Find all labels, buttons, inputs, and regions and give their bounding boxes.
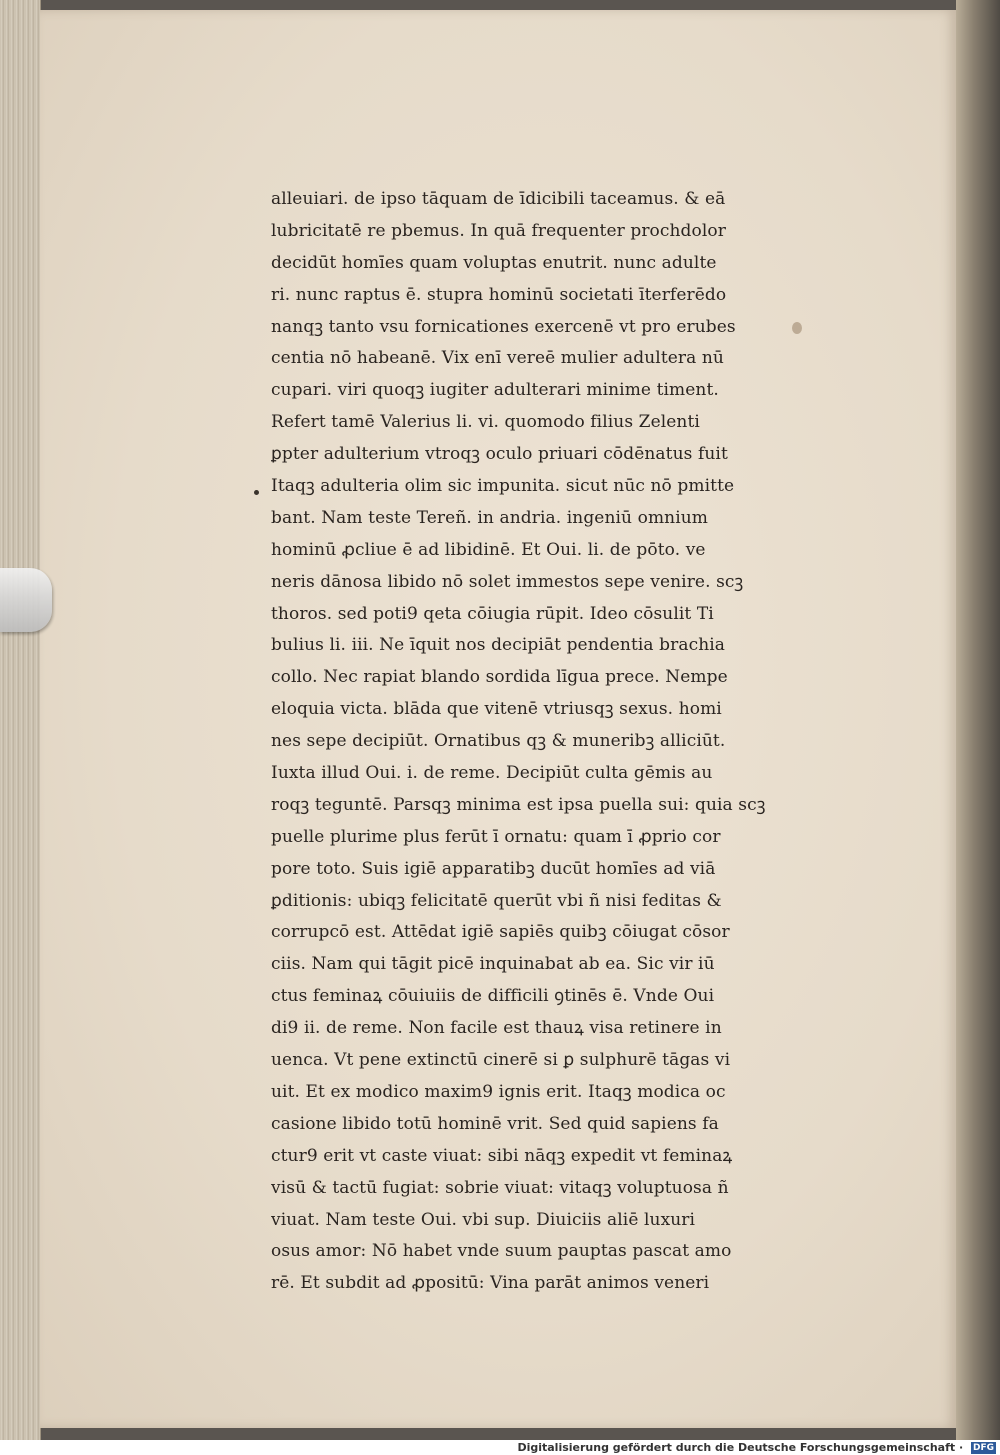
- text-line: Itaqꝫ adulteria olim sic impunita. sicut nūc nō pmitte: [271, 476, 735, 497]
- text-line: cupari. viri quoqꝫ iugiter adulterari minime timent.: [271, 380, 719, 401]
- credit-text: Digitalisierung gefördert durch die Deutsche Forschungsgemeinschaft: [517, 1441, 956, 1454]
- ink-dot: [254, 490, 259, 495]
- text-line: di9 ii. de reme. Non facile est thauꝝ visa retinere in: [271, 1018, 722, 1039]
- text-line: alleuiari. de ipso tāquam de īdicibili taceamus. & eā: [271, 189, 726, 209]
- text-line: nes sepe decipiūt. Ornatibus qꝫ & muneribꝫ alliciūt.: [271, 731, 726, 752]
- text-line: ctus feminaꝝ cōuiuiis de difficili ꝯtinēs ē. Vnde Oui: [271, 986, 715, 1007]
- page-clip: [0, 568, 52, 632]
- page-edge-stack: [0, 0, 41, 1440]
- binding-shadow: [956, 0, 1000, 1440]
- text-line: bulius li. iii. Ne īquit nos decipiāt pendentia brachia: [271, 635, 726, 656]
- text-line: puelle plurime plus ferūt ī ornatu: quam ī ꝓprio cor: [271, 826, 721, 847]
- text-line: ri. nunc raptus ē. stupra hominū societati īterferēdo: [271, 284, 727, 305]
- text-block: [271, 184, 831, 1300]
- text-line: uit. Et ex modico maxim9 ignis erit. Itaqꝫ modica oc: [271, 1081, 726, 1102]
- text-line: lubricitatē re pbemus. In quā frequenter prochdolor: [271, 220, 726, 241]
- footer-bar: [0, 1440, 1000, 1455]
- text-line: nanqꝫ tanto vsu fornicationes exercenē vt pro erubes: [271, 316, 736, 337]
- text-line: ꝑditionis: ubiqꝫ felicitatē querūt vbi ñ nisi feditas &: [271, 890, 722, 911]
- text-line: decidūt homīes quam voluptas enutrit. nunc adulte: [271, 252, 717, 273]
- text-line: thoros. sed poti9 qeta cōiugia rūpit. Ideo cōsulit Ti: [271, 603, 714, 624]
- text-line: collo. Nec rapiat blando sordida līgua prece. Nempe: [271, 667, 728, 688]
- text-line: centia nō habeanē. Vix enī vereē mulier adultera nū: [271, 348, 724, 369]
- text-line: corrupcō est. Attēdat igiē sapiēs quibꝫ cōiugat cōsor: [271, 922, 730, 943]
- text-line: hominū ꝓcliue ē ad libidinē. Et Oui. li. de pōto. ve: [271, 539, 706, 560]
- funding-credit: [517, 1440, 996, 1455]
- text-line: rē. Et subdit ad ꝓpositū: Vina parāt animos veneri: [271, 1273, 710, 1294]
- text-line: visū & tactū fugiat: sobrie viuat: vitaqꝫ voluptuosa ñ: [271, 1177, 729, 1198]
- text-line: roqꝫ teguntē. Parsqꝫ minima est ipsa puella sui: quia scꝫ: [271, 794, 766, 815]
- text-line: ciis. Nam qui tāgit picē inquinabat ab ea. Sic vir iū: [271, 954, 715, 975]
- text-line: bant. Nam teste Tereñ. in andria. ingeniū omnium: [271, 507, 709, 528]
- credit-separator: ·: [958, 1441, 967, 1454]
- text-line: ctur9 erit vt caste viuat: sibi nāqꝫ expedit vt feminaꝝ: [271, 1145, 733, 1166]
- text-line: osus amor: Nō habet vnde suum pauptas pascat amo: [271, 1241, 732, 1262]
- text-line: eloquia victa. blāda que vitenē vtriusqꝫ sexus. homi: [271, 699, 722, 720]
- text-line: uenca. Vt pene extinctū cinerē si ꝑ sulphurē tāgas vi: [271, 1050, 731, 1071]
- text-line: neris dānosa libido nō solet immestos sepe venire. scꝫ: [271, 571, 744, 592]
- text-line: pore toto. Suis igiē apparatibꝫ ducūt homīes ad viā: [271, 858, 716, 879]
- text-line: Refert tamē Valerius li. vi. quomodo filius Zelenti: [271, 412, 700, 433]
- dfg-logo-icon: DFG: [972, 1443, 994, 1453]
- text-line: Iuxta illud Oui. i. de reme. Decipiūt culta gēmis au: [271, 763, 713, 784]
- text-line: casione libido totū hominē vrit. Sed quid sapiens fa: [271, 1113, 719, 1134]
- text-line: viuat. Nam teste Oui. vbi sup. Diuiciis aliē luxuri: [271, 1209, 696, 1230]
- text-line: ꝑpter adulterium vtroqꝫ oculo priuari cōdēnatus fuit: [271, 444, 728, 465]
